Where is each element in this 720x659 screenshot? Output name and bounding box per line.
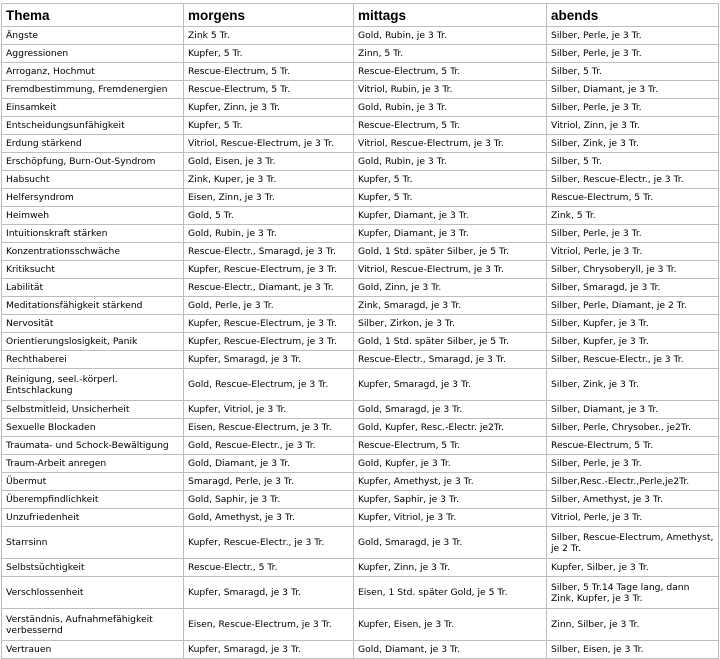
table-row — [2, 63, 719, 81]
table-row — [2, 559, 719, 577]
cell-morgens: Rescue-Electrum, 5 Tr. — [184, 63, 354, 81]
cell-mittags: Kupfer, Smaragd, je 3 Tr. — [354, 369, 547, 401]
cell-thema: Entscheidungsunfähigkeit — [2, 117, 184, 135]
cell-mittags: Silber, Zirkon, je 3 Tr. — [354, 315, 547, 333]
cell-morgens: Gold, Rescue-Electrum, je 3 Tr. — [184, 369, 354, 401]
cell-thema: Reinigung, seel.-körperl. Entschlackung — [2, 369, 184, 401]
cell-morgens: Smaragd, Perle, je 3 Tr. — [184, 473, 354, 491]
cell-abends: Rescue-Electrum, 5 Tr. — [547, 437, 719, 455]
table-body — [2, 27, 719, 659]
table-row — [2, 369, 719, 401]
cell-morgens: Gold, Rubin, je 3 Tr. — [184, 225, 354, 243]
cell-morgens: Gold, Amethyst, je 3 Tr. — [184, 509, 354, 527]
cell-abends: Silber, 5 Tr. — [547, 153, 719, 171]
cell-mittags: Vitriol, Rubin, je 3 Tr. — [354, 81, 547, 99]
cell-thema: Einsamkeit — [2, 99, 184, 117]
cell-thema: Übermut — [2, 473, 184, 491]
cell-mittags: Vitriol, Rescue-Electrum, je 3 Tr. — [354, 261, 547, 279]
cell-abends: Silber, Rescue-Electr., je 3 Tr. — [547, 351, 719, 369]
cell-morgens: Kupfer, Rescue-Electrum, je 3 Tr. — [184, 261, 354, 279]
cell-abends: Silber, 5 Tr.14 Tage lang, dann Zink, Kupfer, je 3 Tr. — [547, 577, 719, 609]
cell-abends: Silber, Diamant, je 3 Tr. — [547, 401, 719, 419]
table-row — [2, 473, 719, 491]
cell-morgens: Eisen, Zinn, je 3 Tr. — [184, 189, 354, 207]
table-row — [2, 491, 719, 509]
cell-abends: Rescue-Electrum, 5 Tr. — [547, 189, 719, 207]
cell-thema: Traum-Arbeit anregen — [2, 455, 184, 473]
cell-morgens: Eisen, Rescue-Electrum, je 3 Tr. — [184, 609, 354, 641]
cell-mittags: Kupfer, Diamant, je 3 Tr. — [354, 207, 547, 225]
cell-abends: Silber, Perle, je 3 Tr. — [547, 45, 719, 63]
cell-abends: Silber, Perle, je 3 Tr. — [547, 455, 719, 473]
cell-morgens: Eisen, Rescue-Electrum, je 3 Tr. — [184, 419, 354, 437]
cell-morgens: Kupfer, Smaragd, je 3 Tr. — [184, 577, 354, 609]
header-morgens: morgens — [184, 4, 354, 27]
cell-thema: Konzentrationsschwäche — [2, 243, 184, 261]
cell-abends: Vitriol, Perle, je 3 Tr. — [547, 243, 719, 261]
cell-mittags: Kupfer, 5 Tr. — [354, 171, 547, 189]
cell-thema: Kritiksucht — [2, 261, 184, 279]
cell-mittags: Gold, Rubin, je 3 Tr. — [354, 27, 547, 45]
cell-abends: Silber, Perle, je 3 Tr. — [547, 27, 719, 45]
cell-abends: Silber, Chrysoberyll, je 3 Tr. — [547, 261, 719, 279]
cell-mittags: Kupfer, 5 Tr. — [354, 189, 547, 207]
cell-mittags: Gold, Rubin, je 3 Tr. — [354, 99, 547, 117]
table-row — [2, 135, 719, 153]
table-row — [2, 207, 719, 225]
cell-morgens: Zink, Kuper, je 3 Tr. — [184, 171, 354, 189]
cell-thema: Aggressionen — [2, 45, 184, 63]
cell-thema: Überempfindlichkeit — [2, 491, 184, 509]
table-row — [2, 243, 719, 261]
cell-abends: Silber, Amethyst, je 3 Tr. — [547, 491, 719, 509]
header-abends: abends — [547, 4, 719, 27]
cell-abends: Silber, 5 Tr. — [547, 63, 719, 81]
cell-thema: Sexuelle Blockaden — [2, 419, 184, 437]
table-row — [2, 81, 719, 99]
cell-morgens: Gold, Perle, je 3 Tr. — [184, 297, 354, 315]
header-row — [2, 4, 719, 27]
cell-abends: Silber, Eisen, je 3 Tr. — [547, 641, 719, 659]
cell-thema: Heimweh — [2, 207, 184, 225]
cell-mittags: Gold, Smaragd, je 3 Tr. — [354, 527, 547, 559]
table-row — [2, 401, 719, 419]
table-row — [2, 297, 719, 315]
cell-morgens: Rescue-Electrum, 5 Tr. — [184, 81, 354, 99]
cell-thema: Meditationsfähigkeit stärkend — [2, 297, 184, 315]
cell-thema: Verschlossenheit — [2, 577, 184, 609]
header-thema: Thema — [2, 4, 184, 27]
cell-mittags: Gold, Kupfer, Resc.-Electr. je2Tr. — [354, 419, 547, 437]
cell-abends: Silber, Diamant, je 3 Tr. — [547, 81, 719, 99]
cell-abends: Silber, Kupfer, je 3 Tr. — [547, 315, 719, 333]
cell-abends: Zinn, Silber, je 3 Tr. — [547, 609, 719, 641]
cell-abends: Kupfer, Silber, je 3 Tr. — [547, 559, 719, 577]
cell-abends: Vitriol, Perle, je 3 Tr. — [547, 509, 719, 527]
cell-morgens: Gold, Saphir, je 3 Tr. — [184, 491, 354, 509]
cell-thema: Vertrauen — [2, 641, 184, 659]
cell-morgens: Zink 5 Tr. — [184, 27, 354, 45]
table-row — [2, 609, 719, 641]
cell-abends: Silber, Perle, je 3 Tr. — [547, 99, 719, 117]
table-row — [2, 117, 719, 135]
cell-morgens: Kupfer, Smaragd, je 3 Tr. — [184, 351, 354, 369]
cell-abends: Silber,Resc.-Electr.,Perle,je2Tr. — [547, 473, 719, 491]
table-row — [2, 99, 719, 117]
cell-mittags: Gold, Diamant, je 3 Tr. — [354, 641, 547, 659]
cell-thema: Selbstmitleid, Unsicherheit — [2, 401, 184, 419]
cell-morgens: Vitriol, Rescue-Electrum, je 3 Tr. — [184, 135, 354, 153]
table-row — [2, 527, 719, 559]
table-row — [2, 27, 719, 45]
cell-morgens: Rescue-Electr., Smaragd, je 3 Tr. — [184, 243, 354, 261]
table-row — [2, 261, 719, 279]
table-row — [2, 437, 719, 455]
table-row — [2, 171, 719, 189]
cell-morgens: Kupfer, Zinn, je 3 Tr. — [184, 99, 354, 117]
cell-morgens: Gold, 5 Tr. — [184, 207, 354, 225]
cell-thema: Habsucht — [2, 171, 184, 189]
cell-abends: Silber, Rescue-Electrum, Amethyst, je 2 Tr. — [547, 527, 719, 559]
cell-mittags: Kupfer, Eisen, je 3 Tr. — [354, 609, 547, 641]
cell-morgens: Kupfer, Rescue-Electrum, je 3 Tr. — [184, 315, 354, 333]
cell-abends: Silber, Perle, Chrysober., je2Tr. — [547, 419, 719, 437]
cell-morgens: Kupfer, Vitriol, je 3 Tr. — [184, 401, 354, 419]
cell-abends: Silber, Smaragd, je 3 Tr. — [547, 279, 719, 297]
cell-mittags: Gold, Rubin, je 3 Tr. — [354, 153, 547, 171]
cell-mittags: Rescue-Electrum, 5 Tr. — [354, 437, 547, 455]
cell-thema: Erdung stärkend — [2, 135, 184, 153]
cell-mittags: Zink, Smaragd, je 3 Tr. — [354, 297, 547, 315]
cell-thema: Orientierungslosigkeit, Panik — [2, 333, 184, 351]
cell-morgens: Gold, Rescue-Electr., je 3 Tr. — [184, 437, 354, 455]
table-row — [2, 225, 719, 243]
cell-mittags: Vitriol, Rescue-Electrum, je 3 Tr. — [354, 135, 547, 153]
cell-abends: Silber, Zink, je 3 Tr. — [547, 135, 719, 153]
cell-mittags: Gold, Kupfer, je 3 Tr. — [354, 455, 547, 473]
cell-mittags: Rescue-Electrum, 5 Tr. — [354, 117, 547, 135]
table-row — [2, 189, 719, 207]
cell-thema: Erschöpfung, Burn-Out-Syndrom — [2, 153, 184, 171]
cell-thema: Starrsinn — [2, 527, 184, 559]
table-row — [2, 641, 719, 659]
table-row — [2, 45, 719, 63]
cell-mittags: Gold, Smaragd, je 3 Tr. — [354, 401, 547, 419]
cell-thema: Arroganz, Hochmut — [2, 63, 184, 81]
cell-mittags: Kupfer, Saphir, je 3 Tr. — [354, 491, 547, 509]
cell-abends: Silber, Zink, je 3 Tr. — [547, 369, 719, 401]
cell-thema: Rechthaberei — [2, 351, 184, 369]
table-row — [2, 333, 719, 351]
cell-mittags: Kupfer, Diamant, je 3 Tr. — [354, 225, 547, 243]
cell-morgens: Kupfer, 5 Tr. — [184, 117, 354, 135]
cell-abends: Silber, Perle, Diamant, je 2 Tr. — [547, 297, 719, 315]
cell-thema: Fremdbestimmung, Fremdenergien — [2, 81, 184, 99]
table-row — [2, 351, 719, 369]
cell-mittags: Gold, 1 Std. später Silber, je 5 Tr. — [354, 333, 547, 351]
table-row — [2, 509, 719, 527]
cell-abends: Silber, Perle, je 3 Tr. — [547, 225, 719, 243]
cell-thema: Nervosität — [2, 315, 184, 333]
table-row — [2, 153, 719, 171]
cell-morgens: Gold, Eisen, je 3 Tr. — [184, 153, 354, 171]
cell-morgens: Kupfer, Rescue-Electr., je 3 Tr. — [184, 527, 354, 559]
cell-morgens: Kupfer, Rescue-Electrum, je 3 Tr. — [184, 333, 354, 351]
cell-thema: Ängste — [2, 27, 184, 45]
table-row — [2, 419, 719, 437]
cell-mittags: Rescue-Electrum, 5 Tr. — [354, 63, 547, 81]
table-row — [2, 315, 719, 333]
cell-mittags: Kupfer, Vitriol, je 3 Tr. — [354, 509, 547, 527]
cell-mittags: Gold, 1 Std. später Silber, je 5 Tr. — [354, 243, 547, 261]
table-row — [2, 455, 719, 473]
cell-mittags: Eisen, 1 Std. später Gold, je 5 Tr. — [354, 577, 547, 609]
table-row — [2, 577, 719, 609]
cell-thema: Selbstsüchtigkeit — [2, 559, 184, 577]
table-row — [2, 279, 719, 297]
cell-morgens: Rescue-Electr., Diamant, je 3 Tr. — [184, 279, 354, 297]
cell-abends: Silber, Rescue-Electr., je 3 Tr. — [547, 171, 719, 189]
cell-mittags: Rescue-Electr., Smaragd, je 3 Tr. — [354, 351, 547, 369]
cell-mittags: Gold, Zinn, je 3 Tr. — [354, 279, 547, 297]
cell-abends: Silber, Kupfer, je 3 Tr. — [547, 333, 719, 351]
cell-abends: Zink, 5 Tr. — [547, 207, 719, 225]
cell-thema: Unzufriedenheit — [2, 509, 184, 527]
cell-thema: Labilität — [2, 279, 184, 297]
cell-morgens: Kupfer, Smaragd, je 3 Tr. — [184, 641, 354, 659]
cell-thema: Intuitionskraft stärken — [2, 225, 184, 243]
cell-thema: Helfersyndrom — [2, 189, 184, 207]
cell-thema: Traumata- und Schock-Bewältigung — [2, 437, 184, 455]
cell-mittags: Kupfer, Zinn, je 3 Tr. — [354, 559, 547, 577]
header-mittags: mittags — [354, 4, 547, 27]
cell-morgens: Gold, Diamant, je 3 Tr. — [184, 455, 354, 473]
remedy-table — [1, 3, 719, 659]
cell-mittags: Zinn, 5 Tr. — [354, 45, 547, 63]
cell-thema: Verständnis, Aufnahmefähigkeit verbessernd — [2, 609, 184, 641]
cell-morgens: Rescue-Electr., 5 Tr. — [184, 559, 354, 577]
cell-mittags: Kupfer, Amethyst, je 3 Tr. — [354, 473, 547, 491]
cell-morgens: Kupfer, 5 Tr. — [184, 45, 354, 63]
cell-abends: Vitriol, Zinn, je 3 Tr. — [547, 117, 719, 135]
